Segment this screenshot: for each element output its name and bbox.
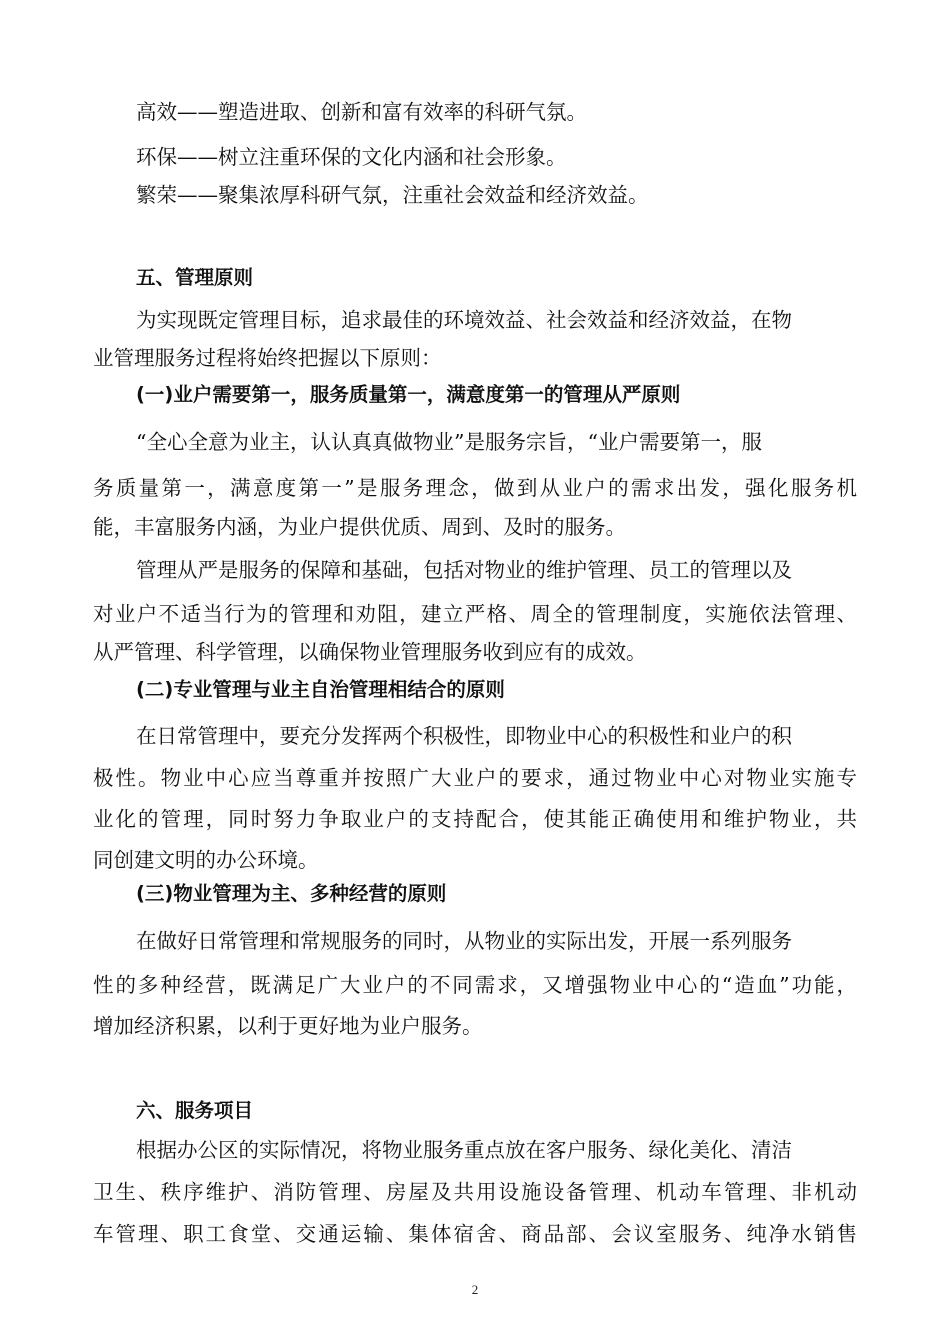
paragraph-line: 同创建文明的办公环境。 (93, 848, 319, 872)
subsection-heading-1: (一)业户需要第一，服务质量第一，满意度第一的管理从严原则 (136, 383, 681, 406)
text-line: 高效——塑造进取、创新和富有效率的科研气氛。 (136, 100, 587, 124)
subsection-heading-3: (三)物业管理为主、多种经营的原则 (136, 882, 447, 905)
paragraph-line: 车管理、职工食堂、交通运输、集体宿舍、商品部、会议室服务、纯净水销售 (93, 1222, 857, 1246)
paragraph-line: 对业户不适当行为的管理和劝阻，建立严格、周全的管理制度，实施依法管理、 (93, 602, 857, 626)
page-number: 2 (471, 1282, 479, 1297)
paragraph-line: 性的多种经营，既满足广大业户的不同需求，又增强物业中心的“造血”功能， (93, 973, 857, 997)
paragraph-line: 在做好日常管理和常规服务的同时，从物业的实际出发，开展一系列服务 (136, 929, 792, 953)
subsection-heading-2: (二)专业管理与业主自治管理相结合的原则 (136, 678, 505, 701)
paragraph-line: 业管理服务过程将始终把握以下原则： (93, 346, 442, 370)
paragraph-line: 能，丰富服务内涵，为业户提供优质、周到、及时的服务。 (93, 515, 626, 539)
paragraph-line: 管理从严是服务的保障和基础，包括对物业的维护管理、员工的管理以及 (136, 558, 792, 582)
paragraph-line: 增加经济积累，以利于更好地为业户服务。 (93, 1014, 483, 1038)
text-line: 繁荣——聚集浓厚科研气氛，注重社会效益和经济效益。 (136, 183, 649, 207)
paragraph-line: 从严管理、科学管理，以确保物业管理服务收到应有的成效。 (93, 640, 647, 664)
section-heading-5: 五、管理原则 (136, 266, 254, 289)
text-line: 环保——树立注重环保的文化内涵和社会形象。 (136, 145, 567, 169)
paragraph-line: 卫生、秩序维护、消防管理、房屋及共用设施设备管理、机动车管理、非机动 (93, 1180, 857, 1204)
paragraph-line: 为实现既定管理目标，追求最佳的环境效益、社会效益和经济效益，在物 (136, 308, 792, 332)
section-heading-6: 六、服务项目 (136, 1099, 254, 1122)
paragraph-line: 在日常管理中，要充分发挥两个积极性，即物业中心的积极性和业户的积 (136, 724, 792, 748)
paragraph-line: 极性。物业中心应当尊重并按照广大业户的要求，通过物业中心对物业实施专 (93, 766, 857, 790)
paragraph-line: 务质量第一，满意度第一”是服务理念，做到从业户的需求出发，强化服务机 (93, 476, 857, 500)
paragraph-line: “全心全意为业主，认认真真做物业”是服务宗旨，“业户需要第一，服 (136, 430, 762, 454)
paragraph-line: 根据办公区的实际情况，将物业服务重点放在客户服务、绿化美化、清洁 (136, 1138, 792, 1162)
paragraph-line: 业化的管理，同时努力争取业户的支持配合，使其能正确使用和维护物业，共 (93, 807, 857, 831)
